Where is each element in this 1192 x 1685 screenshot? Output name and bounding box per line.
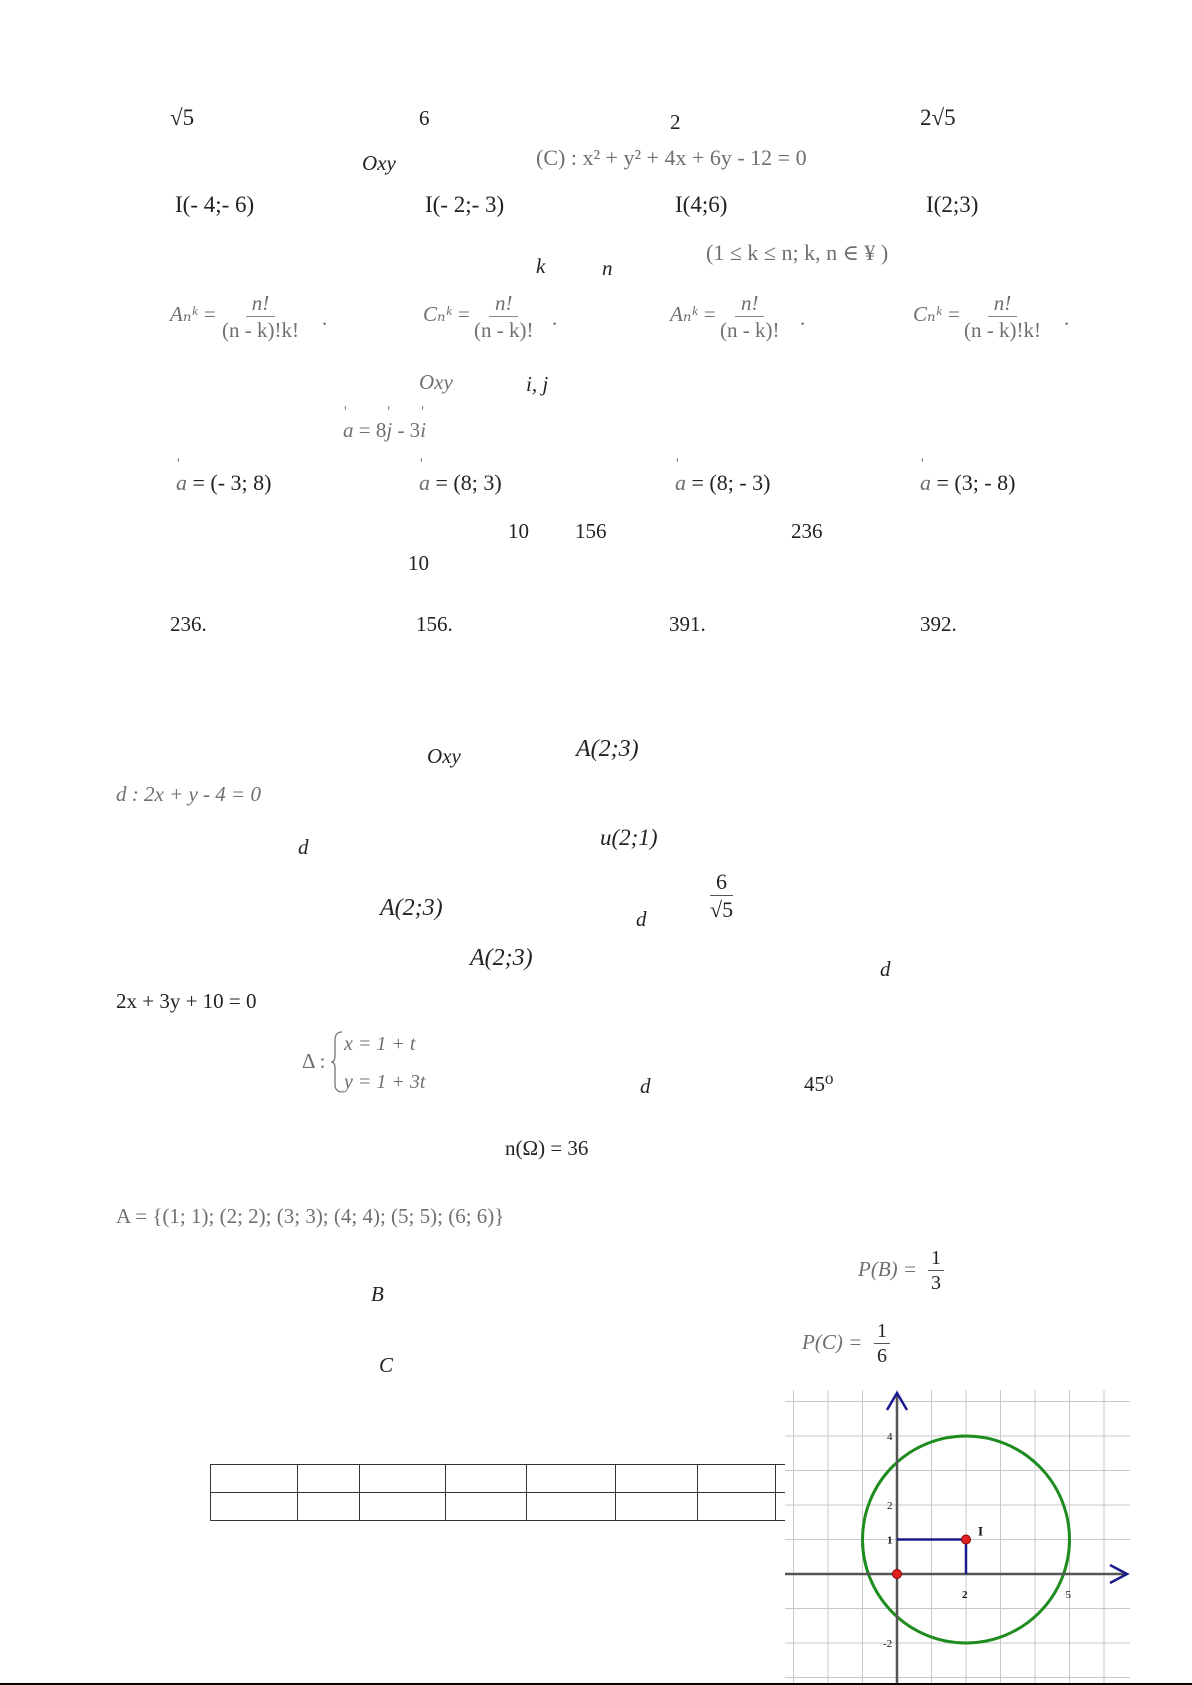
option-a-value: = (- 3; 8) [187, 470, 272, 495]
center-point-I [962, 1535, 971, 1544]
vector-a: ' a [920, 470, 931, 495]
numerator: n! [988, 292, 1018, 317]
origin-point [893, 1570, 902, 1579]
plane-label: Oxy [427, 744, 461, 768]
event-B: B [371, 1282, 384, 1306]
option-b [419, 472, 502, 494]
event-C: C [379, 1353, 394, 1377]
tick-label: 5 [1065, 1589, 1071, 1601]
prob-C-text: P(C) = [802, 1330, 863, 1354]
tick-label: 2 [887, 1500, 893, 1512]
circle-equation: (C) : x² + y² + 4x + 6y - 12 = 0 [536, 145, 807, 170]
option-a: 236. [170, 612, 207, 636]
option-d [920, 472, 1016, 494]
option-c: 2 [670, 110, 681, 134]
option-a-lhs: Aₙᵏ = [170, 302, 217, 326]
option-c: 391. [669, 612, 706, 636]
option-d-value: = (3; - 8) [931, 470, 1016, 495]
system-brace [330, 1030, 344, 1094]
tick-label: 1 [887, 1534, 893, 1547]
option-a: √5 [170, 105, 195, 130]
event-A-set: A = {(1; 1); (2; 2); (3; 3); (4; 4); (5; 5); (6; 6)} [116, 1204, 505, 1228]
table-cell [298, 1465, 360, 1493]
table-cell [360, 1493, 446, 1521]
numerator: 1 [928, 1248, 944, 1271]
line-d: d [640, 1074, 651, 1098]
table-cell [698, 1465, 776, 1493]
denominator: (n - k)! [474, 318, 534, 343]
option-d-fraction [964, 292, 1041, 341]
table-cell [298, 1493, 360, 1521]
option-b-value: = (8; 3) [430, 470, 502, 495]
blank-table [210, 1464, 857, 1521]
omega-text: n(Ω) = 36 [505, 1136, 589, 1160]
var-k: k [536, 254, 546, 278]
numerator: n! [246, 292, 276, 317]
number-156: 156 [575, 519, 607, 543]
option-c: I(4;6) [675, 192, 728, 217]
option-b-lhs: Cₙᵏ = [423, 302, 471, 326]
prob-C-lhs [802, 1332, 862, 1353]
tick-label: 2 [962, 1589, 968, 1601]
denominator: √5 [710, 897, 734, 923]
numerator: 6 [710, 870, 733, 896]
line-d-equation: d : 2x + y - 4 = 0 [116, 782, 261, 806]
basis-vectors: i, j [526, 372, 549, 396]
table-cell [616, 1465, 698, 1493]
option-d: I(2;3) [926, 192, 979, 217]
option-a-end: . [322, 306, 328, 330]
numerator: n! [735, 292, 765, 317]
option-b: 6 [419, 106, 430, 130]
table-cell [698, 1493, 776, 1521]
option-b: I(- 2;- 3) [425, 192, 505, 217]
eq-part: - 3 [392, 418, 421, 442]
table-cell [211, 1493, 298, 1521]
denominator: (n - k)!k! [964, 318, 1041, 343]
vector-a: ' a [675, 470, 686, 495]
point-A: A(2;3) [380, 895, 443, 921]
angle-45: 45⁰ [804, 1072, 834, 1096]
delta-x-equation: x = 1 + t [344, 1033, 416, 1055]
denominator: 3 [931, 1272, 941, 1294]
delta-label: Δ : [302, 1049, 326, 1073]
vector-equation [343, 420, 426, 441]
option-a-fraction [222, 292, 299, 341]
line-d: d [298, 835, 309, 859]
plane-label: Oxy [362, 151, 396, 175]
denominator: (n - k)! [720, 318, 780, 343]
table-cell [360, 1465, 446, 1493]
option-c-value: = (8; - 3) [686, 470, 771, 495]
table-cell [446, 1465, 527, 1493]
vector-a: ' a [176, 470, 187, 495]
plane-label: Oxy [419, 370, 453, 394]
option-b-fraction [474, 292, 533, 341]
var-n: n [602, 256, 613, 280]
line-d: d [636, 907, 647, 931]
distance-fraction [710, 870, 733, 921]
table-cell [446, 1493, 527, 1521]
option-c-fraction [720, 292, 779, 341]
point-A [576, 737, 639, 761]
option-b: 156. [416, 612, 453, 636]
option-c-lhs: Aₙᵏ = [670, 302, 717, 326]
prob-C-fraction [874, 1321, 890, 1367]
option-c [675, 472, 771, 494]
center-label: I [978, 1523, 984, 1539]
numerator: n! [489, 292, 519, 317]
delta-y-equation: y = 1 + 3t [344, 1071, 426, 1093]
denominator: 6 [877, 1345, 887, 1367]
table-row [211, 1493, 857, 1521]
option-d: 392. [920, 612, 957, 636]
table-row [211, 1465, 857, 1493]
option-a: I(- 4;- 6) [175, 192, 255, 217]
vector-a: ' a [419, 470, 430, 495]
option-d-lhs: Cₙᵏ = [913, 302, 961, 326]
direction-vector-u: u(2;1) [600, 825, 658, 850]
vector-i: ' i [420, 418, 426, 442]
table-cell [616, 1493, 698, 1521]
number-10: 10 [408, 551, 429, 575]
sample-space-size [505, 1138, 588, 1159]
circle-graph [785, 1390, 1130, 1685]
prob-B-fraction [928, 1248, 944, 1294]
prob-B-lhs [858, 1259, 917, 1280]
option-d: 2√5 [920, 105, 956, 130]
numerator: 1 [874, 1321, 890, 1344]
line-d: d [880, 957, 891, 981]
option-d-end: . [1064, 306, 1070, 330]
point-A: A(2;3) [470, 945, 533, 971]
tick-label: 4 [887, 1431, 893, 1443]
vector-a: ' a [343, 418, 354, 442]
eq-part: = 8 [353, 418, 387, 442]
table-cell [527, 1493, 616, 1521]
condition: (1 ≤ k ≤ n; k, n ∈ ¥ ) [706, 240, 889, 265]
point-A-label: A(2;3) [576, 736, 639, 762]
prob-B-text: P(B) = [858, 1257, 918, 1281]
grid [785, 1390, 1130, 1685]
table-cell [211, 1465, 298, 1493]
option-a [176, 472, 272, 494]
denominator: (n - k)!k! [222, 318, 299, 343]
option-b-end: . [552, 306, 558, 330]
vector-j: ' j [386, 418, 392, 442]
option-c-end: . [800, 306, 806, 330]
table-cell [527, 1465, 616, 1493]
number-10: 10 [508, 519, 529, 543]
number-236: 236 [791, 519, 823, 543]
tick-label: -2 [883, 1638, 893, 1650]
line2-equation: 2x + 3y + 10 = 0 [116, 989, 257, 1013]
